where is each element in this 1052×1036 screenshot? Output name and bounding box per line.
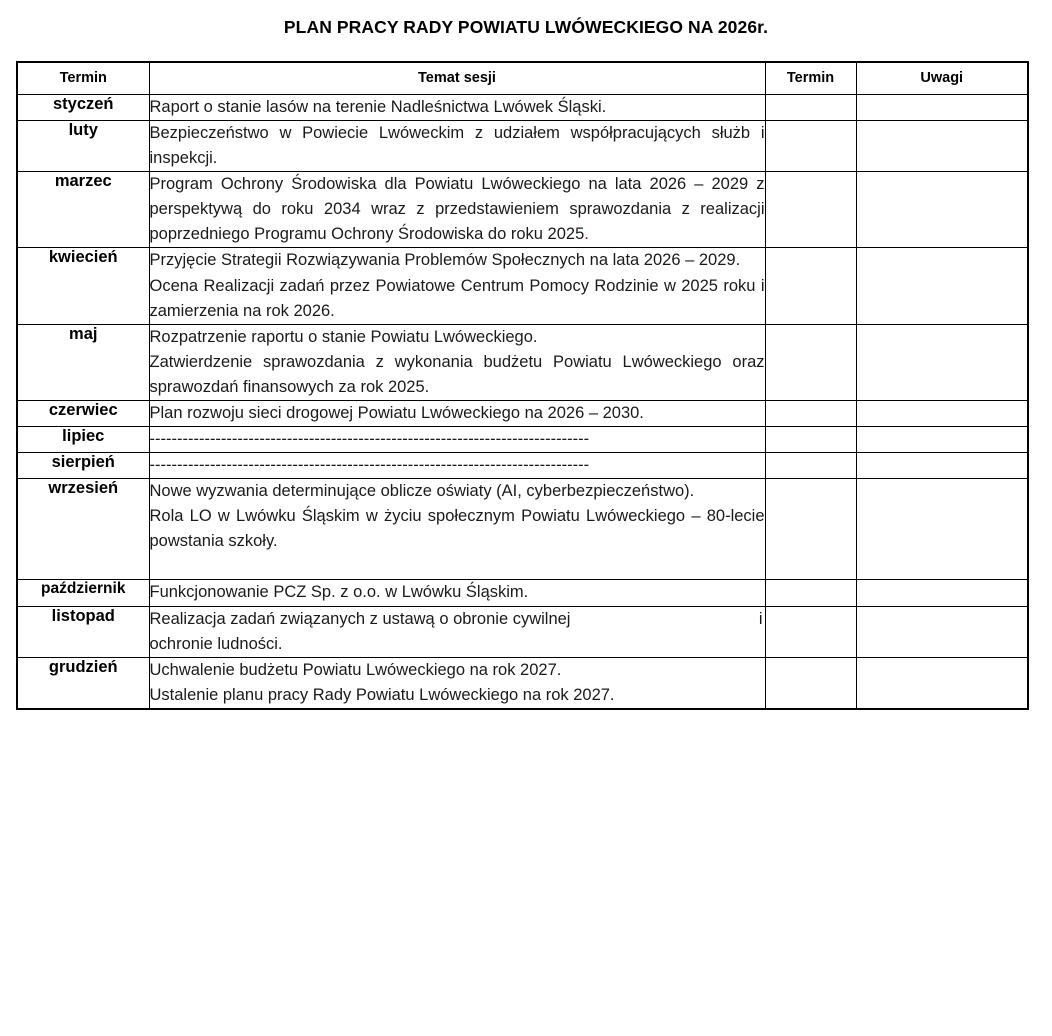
- table-row: [17, 580, 1028, 606]
- red-period: .: [584, 225, 589, 244]
- topic-paragraph: Funkcjonowanie PCZ Sp. z o.o. w Lwówku Śląskim.: [149, 583, 529, 602]
- column-header-termin2: Termin: [765, 62, 856, 95]
- month-cell: styczeń: [17, 95, 149, 121]
- topic-cell: [149, 427, 765, 453]
- topic-paragraph: Rozpatrzenie raportu o stanie Powiatu Lwóweckiego.: [149, 327, 538, 346]
- topic-cell: [149, 606, 765, 657]
- dash-placeholder: [150, 427, 765, 452]
- topic-paragraph: i: [758, 609, 763, 628]
- topic-cell: [149, 324, 765, 400]
- topic-cell: [149, 657, 765, 709]
- topic-paragraph: Plan rozwoju sieci drogowej Powiatu Lwóweckiego na 2026 – 2030.: [149, 403, 644, 422]
- topic-paragraph: Rola LO w Lwówku Śląskim w życiu społecznym Powiatu Lwóweckiego – 80-lecie powstania szkoły.: [149, 507, 765, 551]
- month-cell: listopad: [17, 606, 149, 657]
- table-row: [17, 479, 1028, 580]
- topic-paragraph: Przyjęcie Strategii Rozwiązywania Problemów Społecznych na lata 2026 – 2029.: [149, 251, 741, 270]
- month-cell: maj: [17, 324, 149, 400]
- topic-cell: [149, 172, 765, 248]
- dash-line: --------------------------------------------------------------------------------: [149, 456, 590, 475]
- topic-cell: [149, 580, 765, 606]
- topic-cell: [149, 95, 765, 121]
- termin-date-cell[interactable]: [765, 95, 856, 121]
- month-cell: wrzesień: [17, 479, 149, 580]
- month-cell: październik: [17, 580, 149, 606]
- month-cell: czerwiec: [17, 400, 149, 426]
- table-row: [17, 400, 1028, 426]
- topic-paragraph: ochronie ludności.: [149, 634, 283, 653]
- termin-date-cell[interactable]: [765, 121, 856, 172]
- termin-date-cell[interactable]: [765, 580, 856, 606]
- uwagi-cell[interactable]: [856, 248, 1028, 324]
- termin-date-cell[interactable]: [765, 324, 856, 400]
- table-row: [17, 324, 1028, 400]
- month-cell: sierpień: [17, 453, 149, 479]
- table-row: [17, 121, 1028, 172]
- uwagi-cell[interactable]: [856, 172, 1028, 248]
- uwagi-cell[interactable]: [856, 657, 1028, 709]
- table-header: [17, 62, 1028, 95]
- uwagi-cell[interactable]: [856, 121, 1028, 172]
- uwagi-cell[interactable]: [856, 95, 1028, 121]
- termin-date-cell[interactable]: [765, 248, 856, 324]
- table-body: [17, 95, 1028, 709]
- table-row: [17, 427, 1028, 453]
- termin-date-cell[interactable]: [765, 606, 856, 657]
- table-header-row: [17, 62, 1028, 95]
- table-row: [17, 657, 1028, 709]
- month-cell: luty: [17, 121, 149, 172]
- page-title: PLAN PRACY RADY POWIATU LWÓWECKIEGO NA 2026r.: [283, 17, 769, 37]
- topic-cell: [149, 479, 765, 580]
- column-header-uwagi: Uwagi: [856, 62, 1028, 95]
- uwagi-cell[interactable]: [856, 400, 1028, 426]
- table-row: [17, 172, 1028, 248]
- dash-line: --------------------------------------------------------------------------------: [149, 430, 590, 449]
- topic-cell: [149, 121, 765, 172]
- uwagi-cell[interactable]: [856, 479, 1028, 580]
- termin-date-cell[interactable]: [765, 453, 856, 479]
- column-header-temat: Temat sesji: [149, 62, 765, 95]
- topic-cell: [149, 248, 765, 324]
- table-row: [17, 453, 1028, 479]
- termin-date-cell[interactable]: [765, 427, 856, 453]
- termin-date-cell[interactable]: [765, 657, 856, 709]
- topic-cell: [149, 453, 765, 479]
- topic-paragraph: Bezpieczeństwo w Powiecie Lwóweckim z udziałem współpracujących służb i inspekcji.: [149, 124, 765, 168]
- table-row: [17, 606, 1028, 657]
- work-plan-table: [16, 61, 1029, 710]
- table-row: [17, 248, 1028, 324]
- uwagi-cell[interactable]: [856, 606, 1028, 657]
- uwagi-cell[interactable]: [856, 427, 1028, 453]
- uwagi-cell[interactable]: [856, 324, 1028, 400]
- termin-date-cell[interactable]: [765, 479, 856, 580]
- topic-paragraph: Program Ochrony Środowiska dla Powiatu Lwóweckiego na lata 2026 – 2029 z perspektywą do roku 2034 wraz z przedstawieniem sprawozdania z realizacji poprzedniego Programu Ochrony Środowiska do roku 2025.: [149, 175, 765, 244]
- column-header-termin: Termin: [17, 62, 149, 95]
- topic-paragraph: Ocena Realizacji zadań przez Powiatowe Centrum Pomocy Rodzinie w 2025 roku i zamierzenia na rok 2026.: [149, 276, 765, 320]
- month-cell: kwiecień: [17, 248, 149, 324]
- topic-paragraph: Ustalenie planu pracy Rady Powiatu Lwóweckiego na rok 2027.: [149, 685, 615, 704]
- topic-paragraph: Nowe wyzwania determinujące oblicze oświaty (AI, cyberbezpieczeństwo).: [149, 482, 695, 501]
- topic-paragraph: Zatwierdzenie sprawozdania z wykonania budżetu Powiatu Lwóweckiego oraz sprawozdań finansowych za rok 2025.: [149, 352, 765, 396]
- topic-paragraph: Realizacja zadań związanych z ustawą o obronie cywilnej: [149, 609, 571, 628]
- table-row: [17, 95, 1028, 121]
- blank-line: [150, 554, 765, 579]
- dash-placeholder: [150, 453, 765, 478]
- termin-date-cell[interactable]: [765, 400, 856, 426]
- termin-date-cell[interactable]: [765, 172, 856, 248]
- month-cell: grudzień: [17, 657, 149, 709]
- month-cell: lipiec: [17, 427, 149, 453]
- topic-cell: [149, 400, 765, 426]
- uwagi-cell[interactable]: [856, 453, 1028, 479]
- uwagi-cell[interactable]: [856, 580, 1028, 606]
- topic-paragraph: Raport o stanie lasów na terenie Nadleśnictwa Lwówek Śląski.: [149, 98, 607, 116]
- month-cell: marzec: [17, 172, 149, 248]
- topic-paragraph: Uchwalenie budżetu Powiatu Lwóweckiego na rok 2027.: [149, 660, 562, 679]
